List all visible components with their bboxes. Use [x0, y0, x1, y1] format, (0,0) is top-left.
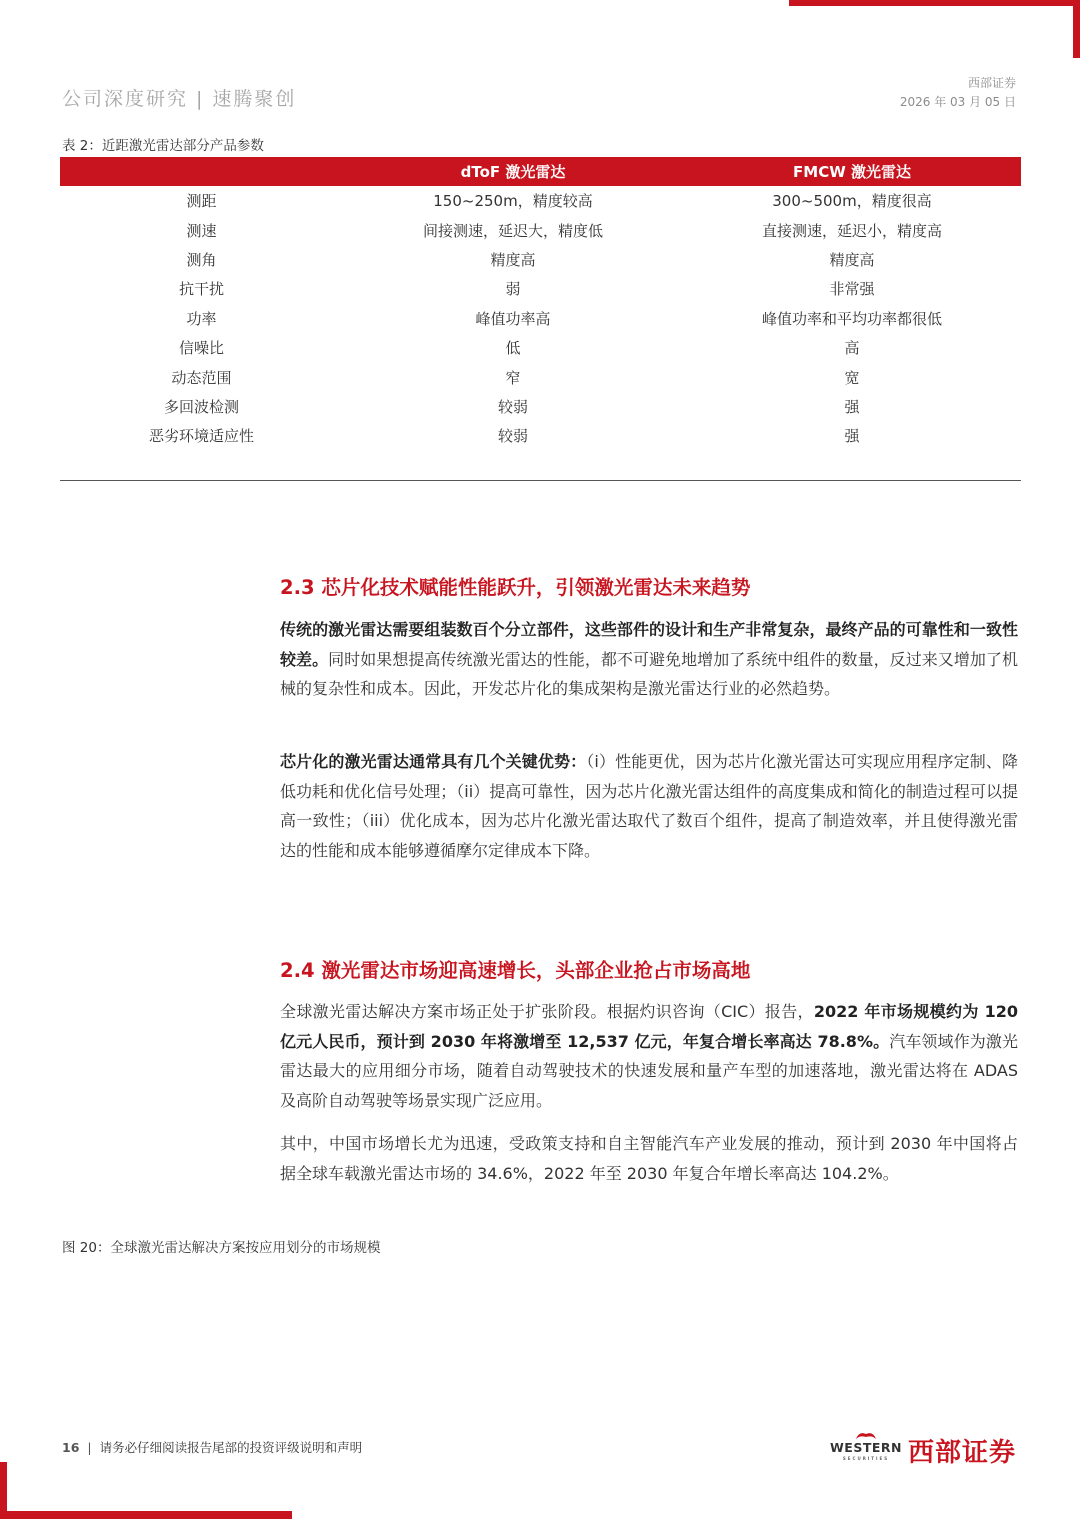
table-row	[60, 274, 1021, 303]
table-cell: 强	[844, 427, 860, 446]
table-cell: 峰值功率高	[475, 309, 551, 328]
table-cell: 信噪比	[178, 339, 224, 358]
logo-wordmark	[830, 1440, 902, 1461]
table-bottom-rule	[60, 480, 1021, 481]
table-row	[60, 392, 1021, 421]
table-cell: 较弱	[497, 427, 528, 446]
paragraph-text: 其中，中国市场增长尤为迅速，受政策支持和自主智能汽车产业发展的推动，预计到 2030 年中国将占据全球车载激光雷达市场的 34.6%，2022 年至 2030 年复合年增长率高达 104.2%。	[280, 1134, 1018, 1183]
table-header	[60, 157, 1021, 186]
corner-decoration-top-vertical	[1073, 0, 1080, 58]
table-cell: 间接测速，延迟大，精度低	[422, 221, 603, 240]
table-header-cell	[60, 157, 343, 186]
logo-chinese: 西部证券	[907, 1437, 1016, 1468]
table-cell: 动态范围	[171, 368, 232, 387]
table-cell: 300~500m，精度很高	[772, 192, 932, 211]
page-footer	[62, 1438, 362, 1456]
table-row	[60, 333, 1021, 362]
table-cell: 较弱	[497, 397, 528, 416]
table-cell: 高	[844, 339, 860, 358]
table-row	[60, 186, 1021, 215]
paragraph-text: 同时如果想提高传统激光雷达的性能，都不可避免地增加了系统中组件的数量，反过来又增加了机械的复杂性和成本。因此，开发芯片化的集成架构是激光雷达行业的必然趋势。	[280, 649, 1018, 698]
report-header	[62, 84, 296, 111]
paragraph-text: 汽车领域作为激光雷达最大的应用细分市场，随着自动驾驶技术的快速发展和量产车型的加速落地，激光雷达将在 ADAS 及高阶自动驾驶等场景实现广泛应用。	[280, 1031, 1018, 1110]
bold-lead: 传统的激光雷达需要组装数百个分立部件，这些部件的设计和生产非常复杂，最终产品的可靠性和一致性较差。	[280, 620, 1018, 669]
header-separator: |	[196, 88, 205, 110]
table-cell: 峰值功率和平均功率都很低	[761, 309, 942, 328]
lidar-comparison-table	[60, 157, 1021, 451]
table-cell: 功率	[186, 309, 217, 328]
table-header-cell: FMCW 激光雷达	[793, 163, 911, 181]
table-cell: 直接测速，延迟小，精度高	[761, 221, 942, 240]
table-row	[60, 215, 1021, 244]
table-cell: 精度高	[490, 250, 536, 269]
table-row	[60, 304, 1021, 333]
table-cell: 测距	[186, 192, 217, 211]
table-row	[60, 245, 1021, 274]
corner-decoration-bottom-vertical	[0, 1462, 7, 1519]
footer-separator: |	[87, 1440, 92, 1455]
paragraph	[280, 1129, 1018, 1188]
table-row	[60, 421, 1021, 450]
table-cell: 宽	[844, 368, 860, 387]
logo-english-sub: SECURITIES	[842, 1455, 890, 1461]
table-row	[60, 362, 1021, 391]
report-date: 2026 年 03 月 05 日	[899, 95, 1016, 109]
table-cell: 窄	[505, 368, 521, 387]
paragraph-text: 全球激光雷达解决方案市场正处于扩张阶段。根据灼识咨询（CIC）报告，	[280, 1002, 814, 1021]
report-type: 公司深度研究	[62, 88, 189, 110]
table-cell: 非常强	[829, 280, 875, 299]
logo-english: WESTERN	[830, 1439, 902, 1455]
bold-lead: 芯片化的激光雷达通常具有几个关键优势：	[280, 752, 587, 771]
table-cell: 强	[844, 397, 860, 416]
table-cell: 测角	[186, 250, 217, 269]
paragraph	[280, 997, 1018, 1115]
paragraph-text: （i）性能更优，因为芯片化激光雷达可实现应用程序定制、降低功耗和优化信号处理；（ii）提高可靠性，因为芯片化激光雷达组件的高度集成和简化的制造过程可以提高一致性；（iii）优化成本，因为芯片化激光雷达取代了数百个组件，提高了制造效率，并且使得激光雷达的性能和成本能够遵循摩尔定律成本下降。	[280, 752, 1018, 860]
table-cell: 150~250m，精度较高	[433, 192, 593, 211]
paragraph	[280, 747, 1018, 865]
footer-disclaimer: 请务必仔细阅读报告尾部的投资评级说明和声明	[99, 1440, 363, 1455]
corner-decoration-bottom	[0, 1511, 292, 1519]
figure-caption: 图 20：全球激光雷达解决方案按应用划分的市场规模	[62, 1240, 381, 1256]
table-cell: 弱	[505, 280, 521, 299]
page-number: 16	[62, 1440, 80, 1455]
company-name: 速腾聚创	[212, 88, 297, 110]
bull-horn-icon	[855, 1430, 877, 1440]
table-cell: 精度高	[829, 250, 875, 269]
company-logo	[830, 1432, 1016, 1468]
section-title-2-3: 2.3 芯片化技术赋能性能跃升，引领激光雷达未来趋势	[280, 576, 751, 599]
corner-decoration-top	[789, 0, 1080, 6]
table-cell: 抗干扰	[178, 280, 224, 299]
section-title-2-4: 2.4 激光雷达市场迎高速增长，头部企业抢占市场高地	[280, 959, 751, 982]
table-cell: 多回波检测	[163, 397, 239, 416]
table-cell: 低	[505, 339, 521, 358]
table-cell: 恶劣环境适应性	[148, 427, 254, 446]
table-cell: 测速	[186, 221, 217, 240]
broker-name: 西部证券	[967, 76, 1016, 90]
table-header-cell: dToF 激光雷达	[460, 163, 566, 181]
table-caption: 表 2：近距激光雷达部分产品参数	[62, 138, 264, 154]
bold-highlight: 2022 年市场规模约为 120 亿元人民币，预计到 2030 年将激增至 12,537 亿元，年复合增长率高达 78.8%。	[280, 1002, 1018, 1051]
paragraph	[280, 615, 1018, 704]
